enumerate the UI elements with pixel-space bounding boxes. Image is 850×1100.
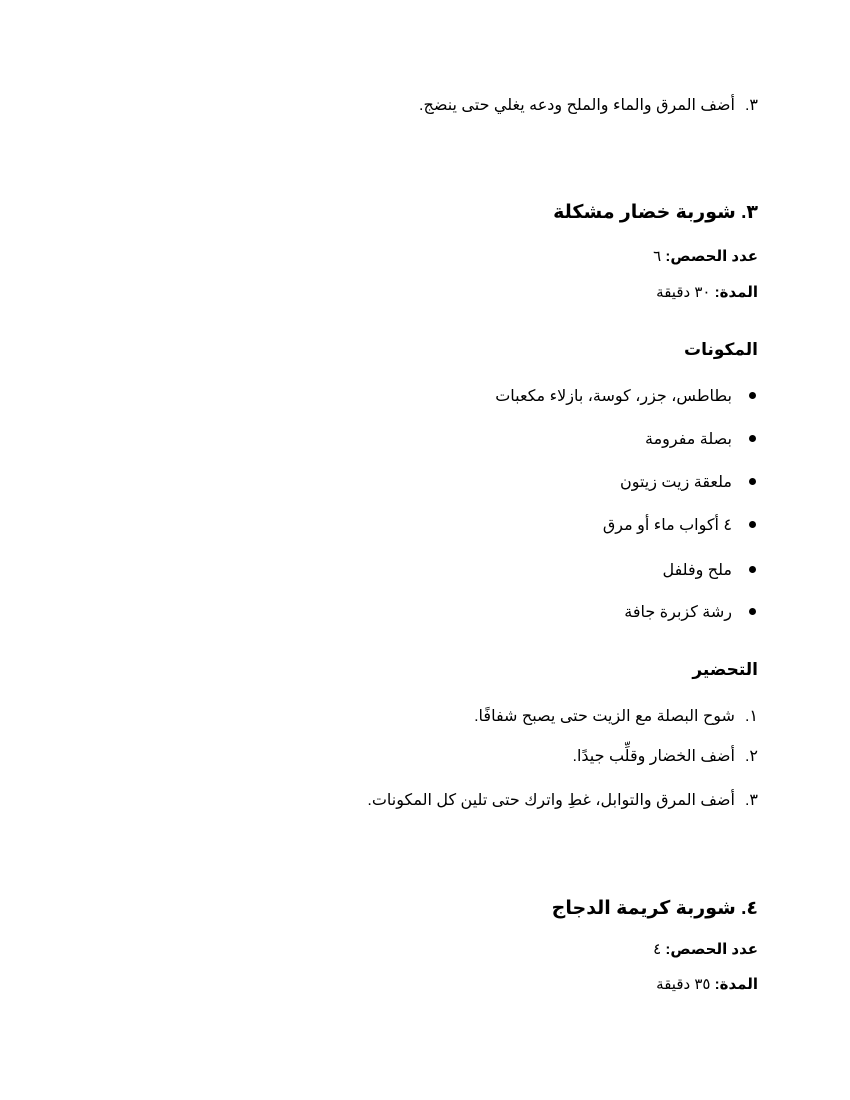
bullet-icon bbox=[749, 392, 756, 399]
recipe3-prep-heading: التحضير bbox=[692, 660, 758, 679]
bullet-icon bbox=[749, 521, 756, 528]
recipe4-duration bbox=[656, 975, 758, 993]
servings-label: عدد الحصص: bbox=[665, 248, 758, 265]
step-text: أضف الخضار وقلِّب جيدًا. bbox=[572, 748, 735, 765]
bullet-icon bbox=[749, 608, 756, 615]
ingredient-item bbox=[603, 515, 756, 535]
ingredient-text: ٤ أكواب ماء أو مرق bbox=[602, 517, 732, 534]
ingredient-text: ملعقة زيت زيتون bbox=[619, 474, 732, 491]
prep-step bbox=[474, 706, 758, 726]
ingredient-text: بصلة مفرومة bbox=[644, 431, 732, 448]
bullet-icon bbox=[749, 478, 756, 485]
ingredient-text: بطاطس، جزر، كوسة، بازلاء مكعبات bbox=[495, 388, 732, 405]
ingredient-text: ملح وفلفل bbox=[662, 562, 732, 579]
duration-value: ٣٠ دقيقة bbox=[656, 284, 711, 301]
ingredient-text: رشة كزبرة جافة bbox=[624, 604, 732, 621]
step-text: شوح البصلة مع الزيت حتى يصبح شفافًا. bbox=[474, 708, 735, 725]
ingredient-item bbox=[495, 386, 756, 406]
recipe3-servings bbox=[653, 247, 758, 265]
ingredient-item bbox=[662, 560, 756, 580]
servings-label: عدد الحصص: bbox=[665, 941, 758, 958]
prep-step bbox=[367, 790, 758, 810]
step-text: أضف المرق والماء والملح ودعه يغلي حتى ينضج. bbox=[419, 97, 735, 114]
step-text: أضف المرق والتوابل، غطِ واترك حتى تلين كل المكونات. bbox=[367, 792, 735, 809]
servings-value: ٤ bbox=[653, 941, 662, 958]
recipe4-servings bbox=[653, 940, 758, 958]
duration-label: المدة: bbox=[714, 284, 758, 301]
bullet-icon bbox=[749, 566, 756, 573]
recipe4-title: ٤. شوربة كريمة الدجاج bbox=[551, 898, 758, 919]
duration-value: ٣٥ دقيقة bbox=[656, 976, 711, 993]
step-number: ٢. bbox=[744, 748, 758, 765]
ingredient-item bbox=[620, 472, 756, 492]
bullet-icon bbox=[749, 435, 756, 442]
servings-value: ٦ bbox=[653, 248, 662, 265]
prev-step-3 bbox=[419, 95, 758, 115]
step-number: ٣. bbox=[744, 97, 758, 114]
recipe3-title: ٣. شوربة خضار مشكلة bbox=[553, 202, 758, 223]
recipe3-ingredients-heading: المكونات bbox=[683, 340, 758, 359]
duration-label: المدة: bbox=[714, 976, 758, 993]
ingredient-item bbox=[645, 429, 756, 449]
step-number: ١. bbox=[744, 708, 758, 725]
step-number: ٣. bbox=[744, 792, 758, 809]
ingredient-item bbox=[624, 602, 756, 622]
recipe3-duration bbox=[656, 283, 758, 301]
prep-step bbox=[573, 746, 759, 766]
